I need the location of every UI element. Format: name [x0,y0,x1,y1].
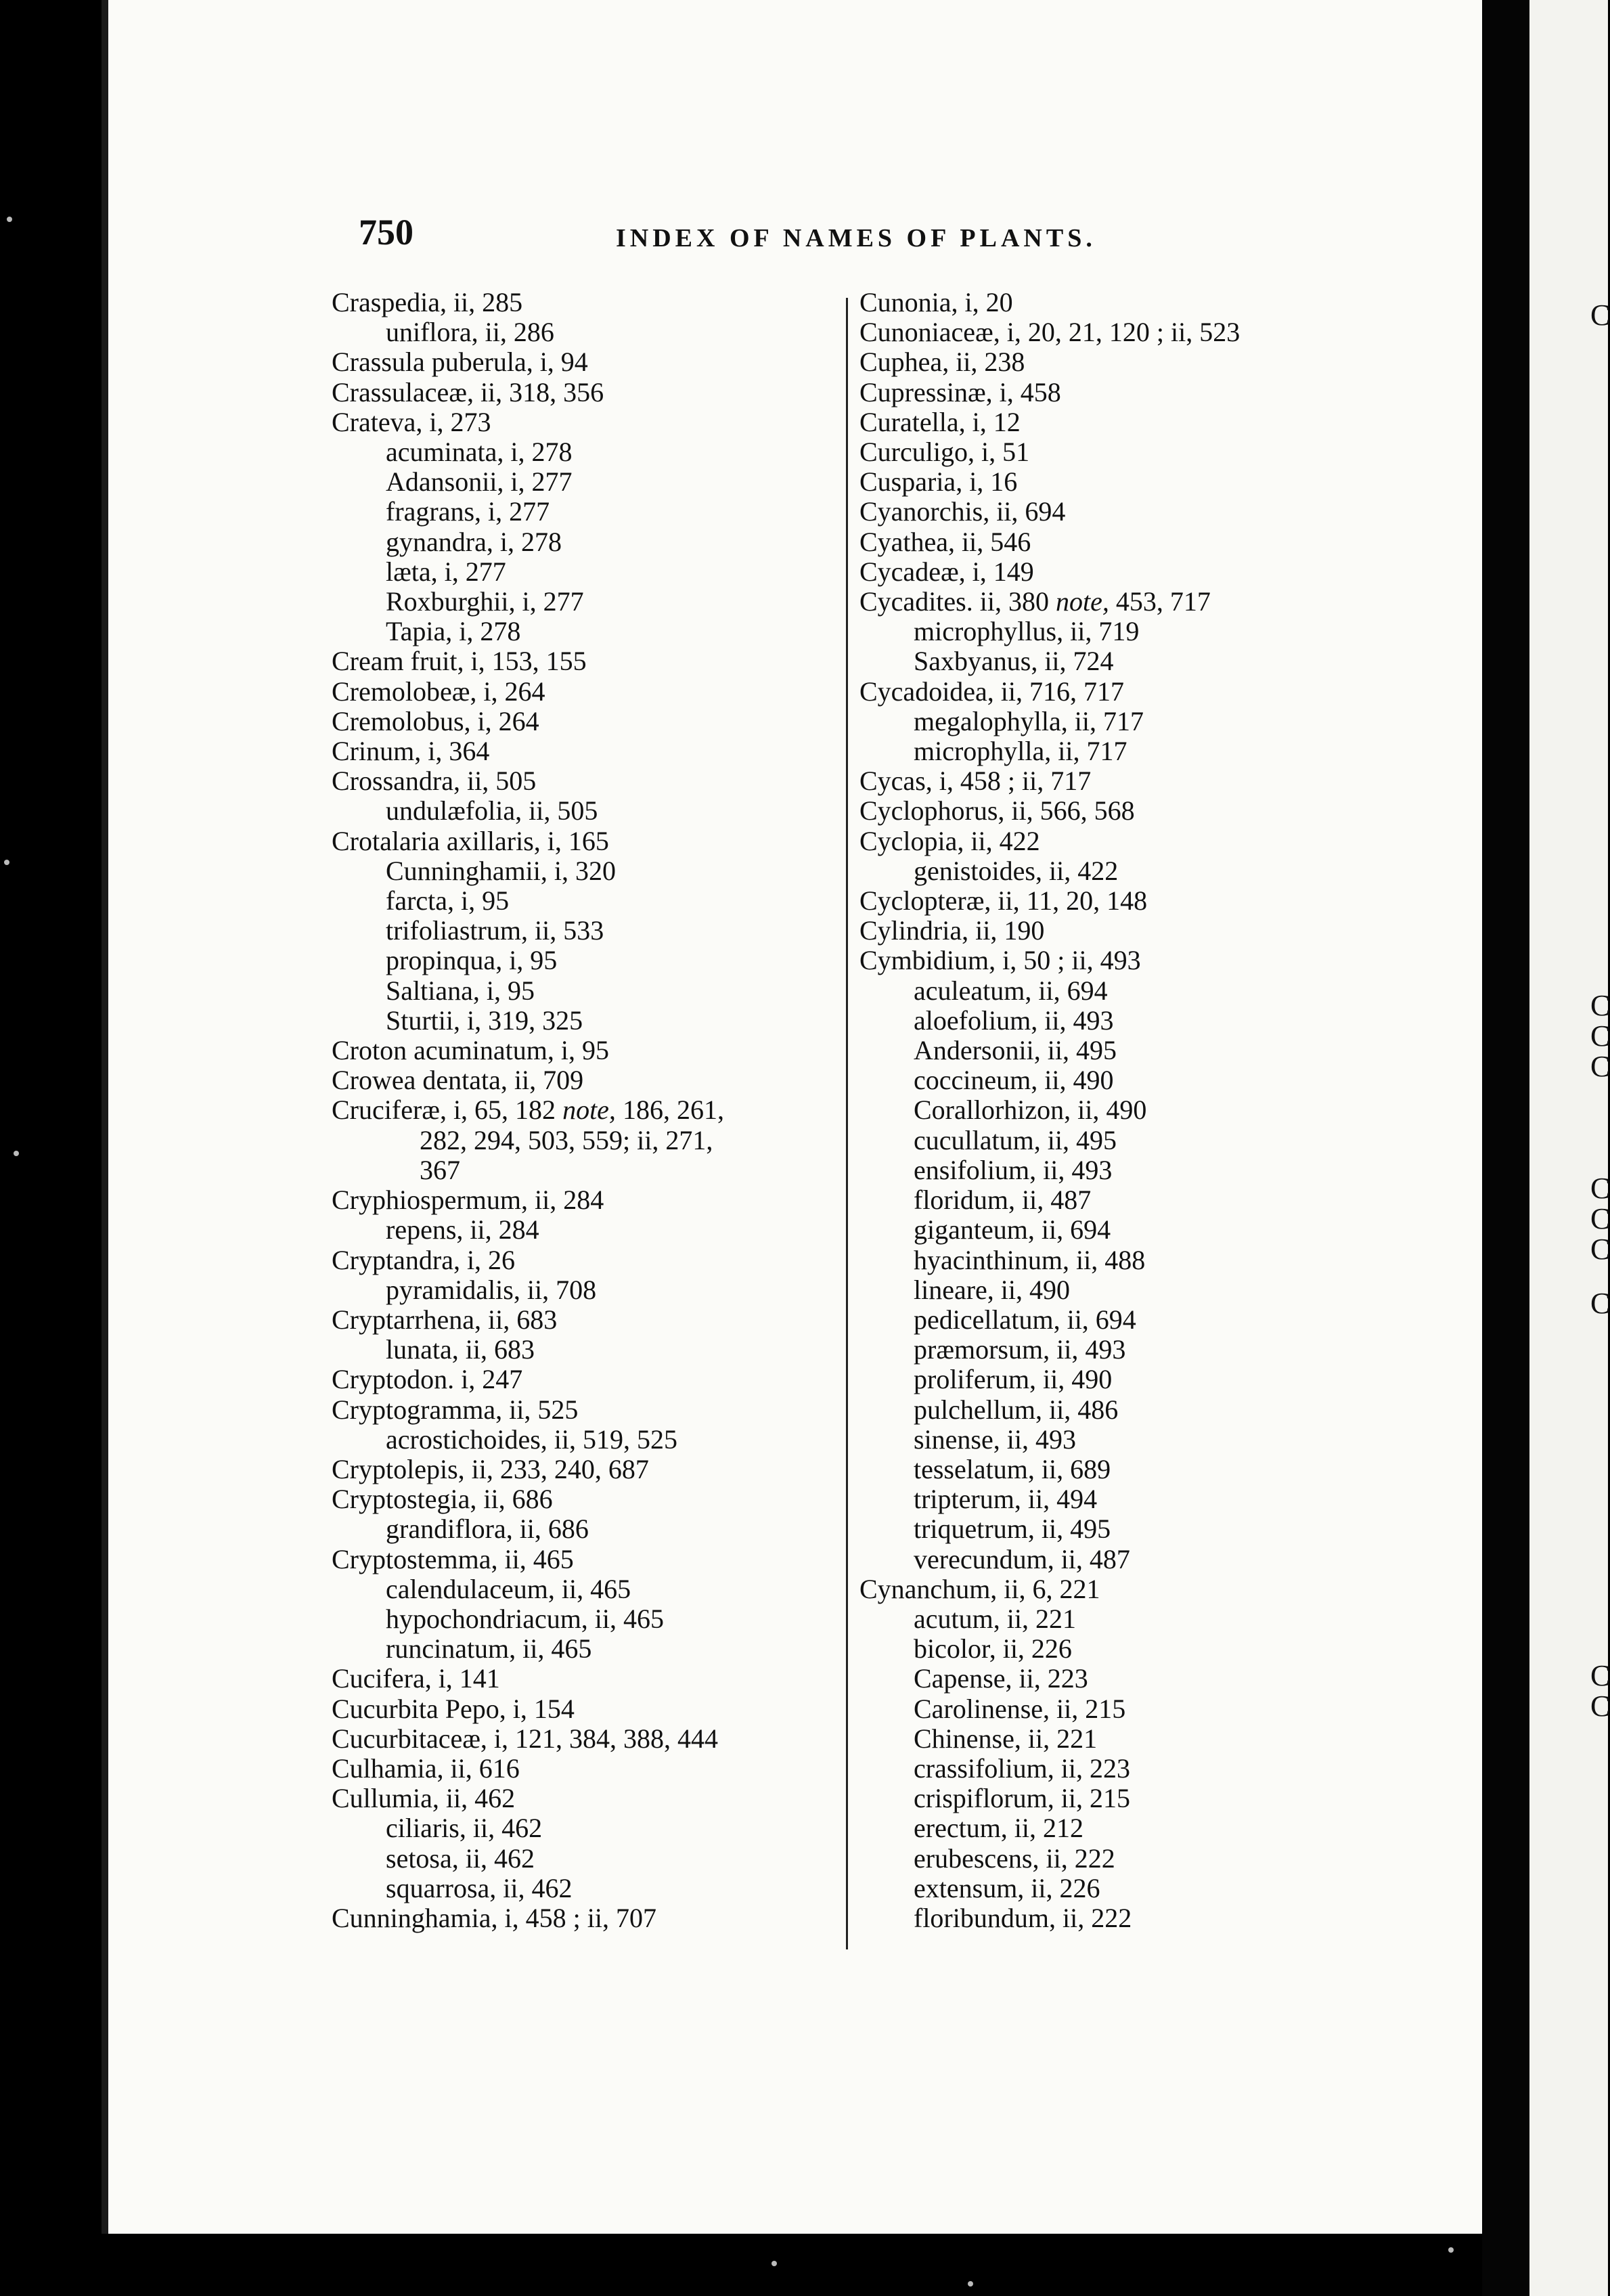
index-entry: Cryptarrhena, ii, 683 [332,1304,558,1335]
index-subentry: ensifolium, ii, 493 [914,1154,1113,1185]
scan-speck [772,2261,777,2266]
index-entry: Cyclopteræ, ii, 11, 20, 148 [859,885,1148,917]
index-subentry: Andersonii, ii, 495 [914,1035,1117,1066]
running-head-title: INDEX OF NAMES OF PLANTS. [616,224,1096,252]
index-subentry: Roxburghii, i, 277 [386,586,584,617]
index-subentry: pedicellatum, ii, 694 [914,1304,1136,1335]
index-entry: Cunninghamia, i, 458 ; ii, 707 [332,1902,656,1933]
index-entry: Cryptolepis, ii, 233, 240, 687 [332,1453,649,1484]
index-subentry: repens, ii, 284 [386,1214,539,1245]
index-entry: Cryptostegia, ii, 686 [332,1484,553,1515]
index-subentry: Saltiana, i, 95 [386,975,535,1006]
index-entry: Curatella, i, 12 [859,406,1021,437]
index-subentry: Adansonii, i, 277 [386,466,573,498]
index-entry: Cyclophorus, ii, 566, 568 [859,795,1135,826]
index-subentry: farcta, i, 95 [386,885,510,917]
index-subentry: coccineum, ii, 490 [914,1065,1114,1096]
index-subentry: verecundum, ii, 487 [914,1543,1130,1574]
index-subentry: tesselatum, ii, 689 [914,1453,1111,1484]
index-entry: Cyanorchis, ii, 694 [859,496,1066,527]
index-entry: Craspedia, ii, 285 [332,287,523,317]
edge-letter: C [1590,1659,1610,1692]
index-subentry: lunata, ii, 683 [386,1334,535,1365]
index-subentry: erectum, ii, 212 [914,1813,1084,1844]
index-entry: Curculigo, i, 51 [859,437,1030,468]
index-subentry: Carolinense, ii, 215 [914,1693,1126,1724]
index-subentry: Sturtii, i, 319, 325 [386,1005,583,1036]
index-entry: Cremolobus, i, 264 [332,705,539,736]
index-entry: Cupressinæ, i, 458 [859,376,1061,407]
index-subentry: acutum, ii, 221 [914,1603,1076,1634]
index-subentry: ciliaris, ii, 462 [386,1813,543,1844]
scan-speck [968,2281,973,2287]
index-subentry: 367 [420,1154,460,1185]
index-subentry: floridum, ii, 487 [914,1185,1092,1216]
index-subentry: præmorsum, ii, 493 [914,1334,1126,1365]
index-entry: Crowea dentata, ii, 709 [332,1065,584,1096]
index-subentry: Cunninghamii, i, 320 [386,855,616,886]
index-entry [859,587,1374,617]
index-subentry: hyacinthinum, ii, 488 [914,1244,1146,1275]
index-subentry: læta, i, 277 [386,556,506,587]
index-entry: Cunoniaceæ, i, 20, 21, 120 ; ii, 523 [859,317,1240,348]
edge-letter: C [1590,1172,1610,1205]
page-number: 750 [359,212,413,252]
edge-letter: C [1590,299,1610,332]
index-subentry: giganteum, ii, 694 [914,1214,1111,1245]
index-entry: Crinum, i, 364 [332,736,490,767]
index-subentry: Capense, ii, 223 [914,1663,1088,1694]
index-entry: Cycadoidea, ii, 716, 717 [859,676,1125,707]
index-entry: Cryptandra, i, 26 [332,1244,516,1275]
index-entry: Cucifera, i, 141 [332,1663,500,1694]
index-entry: Cymbidium, i, 50 ; ii, 493 [859,945,1141,976]
index-entry: Crossandra, ii, 505 [332,766,537,797]
index-entry: Cream fruit, i, 153, 155 [332,646,587,677]
adjacent-page [1529,0,1608,2296]
index-subentry: Tapia, i, 278 [386,616,521,647]
index-column-right [859,288,1374,1933]
index-subentry: lineare, ii, 490 [914,1274,1071,1305]
index-subentry: megalophylla, ii, 717 [914,705,1144,736]
index-entry: Culhamia, ii, 616 [332,1752,520,1784]
column-divider [846,298,848,1949]
index-subentry: aculeatum, ii, 694 [914,975,1108,1006]
index-entry: Crotalaria axillaris, i, 165 [332,825,609,856]
index-subentry: Saxbyanus, ii, 724 [914,646,1114,677]
index-entry: Cryptodon. i, 247 [332,1364,523,1395]
index-entry: Cryptostemma, ii, 465 [332,1543,574,1574]
index-entry: Cyathea, ii, 546 [859,526,1031,557]
entry-text: Cycadites. ii, 380 [859,586,1056,617]
edge-letter: C [1590,1202,1610,1235]
index-entry: Crassula puberula, i, 94 [332,347,588,378]
index-entry: Cryptogramma, ii, 525 [332,1394,579,1425]
index-entry: Cunonia, i, 20 [859,287,1013,317]
index-subentry: fragrans, i, 277 [386,496,550,527]
index-subentry: genistoides, ii, 422 [914,855,1119,886]
edge-letter: C [1590,1233,1610,1266]
index-subentry: grandiflora, ii, 686 [386,1514,589,1545]
index-entry: Cynanchum, ii, 6, 221 [859,1573,1100,1604]
index-entry: Croton acuminatum, i, 95 [332,1035,609,1066]
index-entry: Cusparia, i, 16 [859,466,1018,498]
index-entry: Cycas, i, 458 ; ii, 717 [859,766,1092,797]
scan-speck [4,860,9,865]
index-subentry: cucullatum, ii, 495 [914,1124,1117,1155]
index-subentry: Corallorhizon, ii, 490 [914,1095,1147,1126]
index-subentry: gynandra, i, 278 [386,526,562,557]
index-subentry: trifoliastrum, ii, 533 [386,915,604,946]
index-entry: Cryphiospermum, ii, 284 [332,1185,604,1216]
index-subentry: pyramidalis, ii, 708 [386,1274,597,1305]
index-subentry: erubescens, ii, 222 [914,1842,1115,1874]
index-entry: Cucurbitaceæ, i, 121, 384, 388, 444 [332,1723,719,1754]
index-subentry: propinqua, i, 95 [386,945,558,976]
index-subentry: extensum, ii, 226 [914,1872,1100,1903]
index-subentry: runcinatum, ii, 465 [386,1633,592,1664]
index-entry: Crateva, i, 273 [332,406,491,437]
index-subentry: setosa, ii, 462 [386,1842,535,1874]
scan-speck [7,217,12,222]
index-subentry: sinense, ii, 493 [914,1423,1076,1455]
edge-letter: C [1590,1287,1610,1320]
index-subentry: hypochondriacum, ii, 465 [386,1603,665,1634]
index-subentry: acuminata, i, 278 [386,437,573,468]
index-subentry: pulchellum, ii, 486 [914,1394,1119,1425]
index-subentry: bicolor, ii, 226 [914,1633,1072,1664]
index-subentry: acrostichoides, ii, 519, 525 [386,1423,678,1455]
note-marker: note, [562,1095,616,1126]
index-subentry: crispiflorum, ii, 215 [914,1783,1130,1814]
page-gutter [1482,0,1529,2296]
index-entry [332,1095,846,1125]
index-subentry: microphyllus, ii, 719 [914,616,1140,647]
index-entry: Cuphea, ii, 238 [859,347,1025,378]
index-subentry: 282, 294, 503, 559; ii, 271, [420,1124,713,1155]
index-entry: Crassulaceæ, ii, 318, 356 [332,376,604,407]
scan-speck [1448,2247,1454,2253]
index-subentry: tripterum, ii, 494 [914,1484,1098,1515]
note-marker: note, [1055,586,1109,617]
index-subentry: crassifolium, ii, 223 [914,1752,1130,1784]
index-subentry: triquetrum, ii, 495 [914,1514,1111,1545]
index-subentry: uniflora, ii, 286 [386,317,554,348]
edge-letter: C [1590,1050,1610,1083]
index-subentry: aloefolium, ii, 493 [914,1005,1114,1036]
edge-letter: C [1590,1019,1610,1053]
index-entry: Cylindria, ii, 190 [859,915,1045,946]
index-subentry: microphylla, ii, 717 [914,736,1127,767]
index-entry: Cullumia, ii, 462 [332,1783,516,1814]
entry-text: Cruciferæ, i, 65, 182 [332,1095,563,1126]
entry-text: 453, 717 [1109,586,1211,617]
index-subentry: squarrosa, ii, 462 [386,1872,573,1903]
index-entry: Cucurbita Pepo, i, 154 [332,1693,575,1724]
scan-speck [14,1151,19,1156]
index-subentry: floribundum, ii, 222 [914,1902,1132,1933]
index-entry: Cyclopia, ii, 422 [859,825,1040,856]
index-subentry: proliferum, ii, 490 [914,1364,1113,1395]
index-column-left [332,288,846,1933]
edge-letter: C [1590,989,1610,1022]
index-entry: Cremolobeæ, i, 264 [332,676,545,707]
edge-letter: C [1590,1690,1610,1723]
entry-text: 186, 261, [615,1095,724,1126]
index-subentry: undulæfolia, ii, 505 [386,795,598,826]
index-entry: Cycadeæ, i, 149 [859,556,1034,587]
index-subentry: Chinense, ii, 221 [914,1723,1098,1754]
index-subentry: calendulaceum, ii, 465 [386,1573,631,1604]
